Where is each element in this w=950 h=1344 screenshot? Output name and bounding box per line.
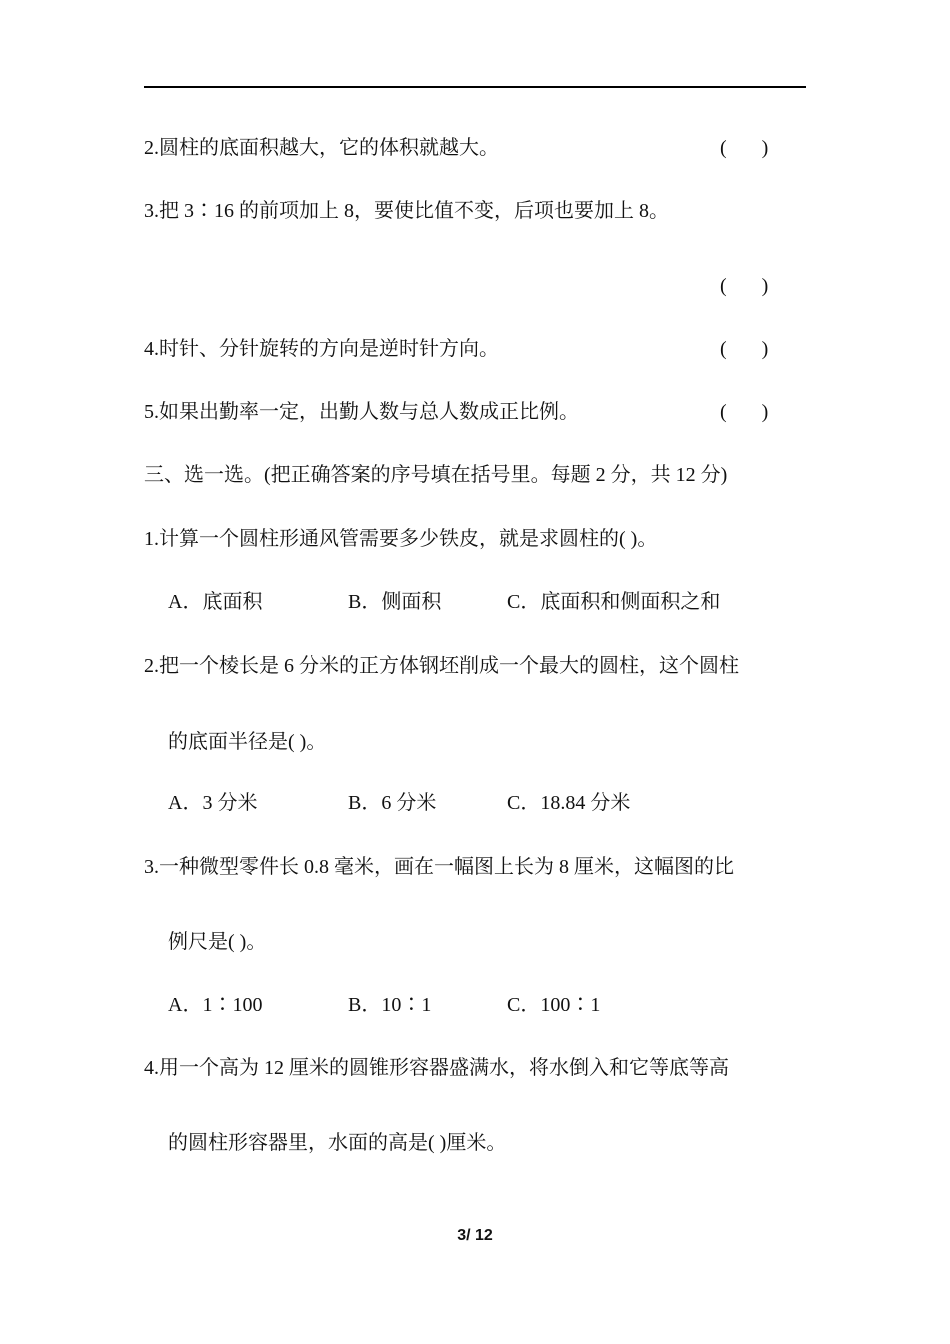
- answer-blank-q2[interactable]: ( ): [720, 137, 769, 159]
- judgement-q3: 3.把 3∶16 的前项加上 8，要使比值不变，后项也要加上 8。: [144, 200, 669, 222]
- choice-q4-line2: 的圆柱形容器里，水面的高是( )厘米。: [168, 1132, 507, 1154]
- choice-q3-option-c[interactable]: C．100∶1: [507, 994, 601, 1016]
- choice-q1-text: 1.计算一个圆柱形通风管需要多少铁皮，就是求圆柱的( )。: [144, 528, 658, 550]
- choice-q3-line1: 3.一种微型零件长 0.8 毫米，画在一幅图上长为 8 厘米，这幅图的比: [144, 856, 734, 878]
- choice-q2-option-b[interactable]: B．6 分米: [348, 792, 437, 814]
- choice-q1-option-a[interactable]: A．底面积: [168, 591, 263, 613]
- judgement-q2: 2.圆柱的底面积越大，它的体积就越大。: [144, 137, 499, 159]
- choice-q3-option-b[interactable]: B．10∶1: [348, 994, 432, 1016]
- header-rule: [144, 86, 806, 88]
- answer-blank-q4[interactable]: ( ): [720, 338, 769, 360]
- choice-q3-option-a[interactable]: A．1∶100: [168, 994, 263, 1016]
- choice-q1-option-c[interactable]: C．底面积和侧面积之和: [507, 591, 721, 613]
- section-heading: 三、选一选。(把正确答案的序号填在括号里。每题 2 分，共 12 分): [144, 464, 728, 486]
- choice-q2-line2: 的底面半径是( )。: [168, 731, 327, 753]
- choice-q3-line2: 例尺是( )。: [168, 931, 267, 953]
- answer-blank-q3[interactable]: ( ): [720, 275, 769, 297]
- choice-q2-line1: 2.把一个棱长是 6 分米的正方体钢坯削成一个最大的圆柱，这个圆柱: [144, 655, 739, 677]
- choice-q2-option-a[interactable]: A．3 分米: [168, 792, 258, 814]
- page-number: 3/ 12: [457, 1227, 493, 1244]
- judgement-q5: 5.如果出勤率一定，出勤人数与总人数成正比例。: [144, 401, 579, 423]
- choice-q4-line1: 4.用一个高为 12 厘米的圆锥形容器盛满水，将水倒入和它等底等高: [144, 1057, 729, 1079]
- choice-q2-option-c[interactable]: C．18.84 分米: [507, 792, 631, 814]
- answer-blank-q5[interactable]: ( ): [720, 401, 769, 423]
- judgement-q4: 4.时针、分针旋转的方向是逆时针方向。: [144, 338, 499, 360]
- choice-q1-option-b[interactable]: B．侧面积: [348, 591, 442, 613]
